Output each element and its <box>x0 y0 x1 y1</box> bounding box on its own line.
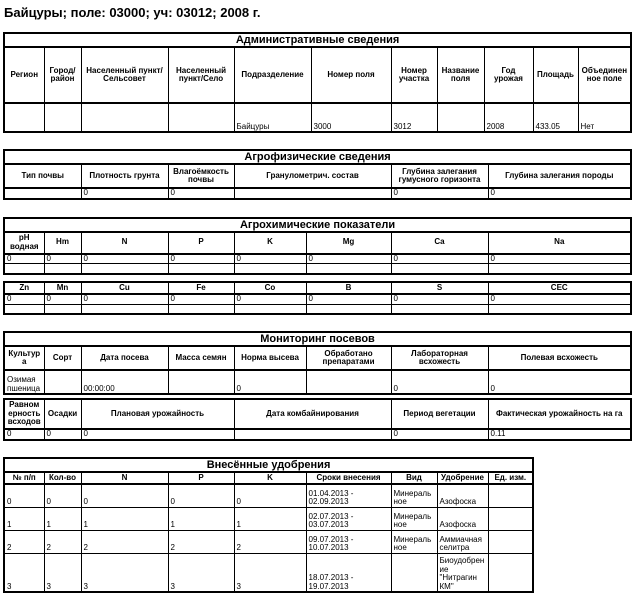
data-cell: 0 <box>391 188 488 199</box>
empty-cell <box>234 264 306 274</box>
header-cell: Подразделение <box>234 47 311 103</box>
header-cell: K <box>234 232 306 254</box>
header-cell: Mg <box>306 232 391 254</box>
header-cell: Обработано препаратами <box>306 346 391 370</box>
data-cell: 2 <box>81 530 168 553</box>
header-cell: Лабораторная всхожесть <box>391 346 488 370</box>
fertilizers-table-title: Внесённые удобрения <box>4 458 533 472</box>
data-cell: 09.07.2013 - 10.07.2013 <box>306 530 391 553</box>
data-cell: 0 <box>81 254 168 264</box>
header-cell: Населенный пункт/Сельсовет <box>81 47 168 103</box>
data-cell: 1 <box>81 507 168 530</box>
data-cell <box>488 507 533 530</box>
data-cell: 1 <box>4 507 44 530</box>
data-cell: 0 <box>4 294 44 304</box>
header-cell: Город/район <box>44 47 81 103</box>
data-cell <box>234 188 391 199</box>
empty-cell <box>391 304 488 314</box>
monitoring-table-1 <box>3 331 632 395</box>
header-cell: P <box>168 232 234 254</box>
data-cell <box>4 188 81 199</box>
data-cell: 0 <box>234 484 306 507</box>
data-cell: 2 <box>4 530 44 553</box>
data-cell: 0 <box>306 254 391 264</box>
data-cell: 3012 <box>391 103 437 132</box>
header-cell: S <box>391 282 488 295</box>
header-cell: Дата комбайнирования <box>234 399 391 429</box>
data-cell: Минеральное <box>391 507 437 530</box>
data-cell: Биоудобрение "Нитрагин КМ" <box>437 553 488 592</box>
empty-cell <box>234 304 306 314</box>
data-cell: 2 <box>44 530 81 553</box>
data-cell: 3 <box>4 553 44 592</box>
data-cell: 2 <box>234 530 306 553</box>
header-cell: Co <box>234 282 306 295</box>
data-cell <box>168 370 234 394</box>
data-cell: 0 <box>391 294 488 304</box>
header-cell: P <box>168 472 234 485</box>
header-cell: Плотность грунта <box>81 164 168 188</box>
empty-cell <box>306 304 391 314</box>
header-cell: Сорт <box>44 346 81 370</box>
data-cell: 0 <box>234 294 306 304</box>
data-cell <box>437 103 484 132</box>
data-cell: 0 <box>44 294 81 304</box>
table-row <box>4 553 533 592</box>
data-cell <box>44 103 81 132</box>
data-cell: 0 <box>488 370 631 394</box>
data-cell: 0 <box>44 254 81 264</box>
data-cell: 00:00:00 <box>81 370 168 394</box>
header-cell: Норма высева <box>234 346 306 370</box>
data-cell: 0 <box>168 254 234 264</box>
data-cell <box>168 103 234 132</box>
data-cell <box>306 370 391 394</box>
data-cell: 3 <box>168 553 234 592</box>
header-cell: Номер поля <box>311 47 391 103</box>
data-cell <box>488 553 533 592</box>
empty-cell <box>391 264 488 274</box>
header-cell: Осадки <box>44 399 81 429</box>
data-cell <box>234 429 391 440</box>
empty-cell <box>168 304 234 314</box>
agrophys-table-title: Агрофизические сведения <box>4 150 631 164</box>
header-cell: B <box>306 282 391 295</box>
empty-cell <box>4 304 44 314</box>
header-cell: Тип почвы <box>4 164 81 188</box>
empty-cell <box>81 304 168 314</box>
header-cell: Na <box>488 232 631 254</box>
header-cell: Масса семян <box>168 346 234 370</box>
data-cell: 01.04.2013 - 02.09.2013 <box>306 484 391 507</box>
header-cell: pH водная <box>4 232 44 254</box>
admin-table <box>3 32 632 133</box>
header-cell: Населенный пункт/Село <box>168 47 234 103</box>
table-row <box>4 507 533 530</box>
header-cell: Глубина залегания породы <box>488 164 631 188</box>
header-cell: Удобрение <box>437 472 488 485</box>
header-cell: Cu <box>81 282 168 295</box>
data-cell <box>391 553 437 592</box>
fertilizers-table <box>3 457 534 594</box>
data-cell: 0 <box>44 484 81 507</box>
header-cell: Регион <box>4 47 44 103</box>
data-cell: 3 <box>81 553 168 592</box>
data-cell: 0 <box>391 370 488 394</box>
header-cell: Плановая урожайность <box>81 399 234 429</box>
data-cell: Азофоска <box>437 507 488 530</box>
data-cell: 0 <box>4 254 44 264</box>
header-cell: Гранулометрич. состав <box>234 164 391 188</box>
header-cell: Mn <box>44 282 81 295</box>
data-cell: 0 <box>4 484 44 507</box>
empty-cell <box>306 264 391 274</box>
header-cell: Кол-во <box>44 472 81 485</box>
data-cell: 0 <box>4 429 44 440</box>
header-cell: Год урожая <box>484 47 533 103</box>
data-cell: 0 <box>391 254 488 264</box>
data-cell: 0 <box>168 188 234 199</box>
header-cell: Равномерность всходов <box>4 399 44 429</box>
monitoring-table-2 <box>3 398 632 441</box>
data-cell: 0 <box>168 294 234 304</box>
data-cell <box>488 484 533 507</box>
data-cell: Аммиачная селитра <box>437 530 488 553</box>
header-cell: Ca <box>391 232 488 254</box>
header-cell: Полевая всхожесть <box>488 346 631 370</box>
data-cell: 1 <box>234 507 306 530</box>
header-cell: Площадь <box>533 47 578 103</box>
data-cell: Минеральное <box>391 484 437 507</box>
data-cell: 0 <box>168 484 234 507</box>
header-cell: Влагоёмкость почвы <box>168 164 234 188</box>
header-cell: Zn <box>4 282 44 295</box>
empty-cell <box>44 264 81 274</box>
data-cell: Минеральное <box>391 530 437 553</box>
header-cell: Сроки внесения <box>306 472 391 485</box>
header-cell: № п/п <box>4 472 44 485</box>
empty-cell <box>81 264 168 274</box>
data-cell: 433.05 <box>533 103 578 132</box>
header-cell: Период вегетации <box>391 399 488 429</box>
header-cell: Hm <box>44 232 81 254</box>
data-cell: Нет <box>578 103 631 132</box>
header-cell: Название поля <box>437 47 484 103</box>
data-cell: 2008 <box>484 103 533 132</box>
header-cell: Объединенное поле <box>578 47 631 103</box>
header-cell: Дата посева <box>81 346 168 370</box>
data-cell: 18.07.2013 - 19.07.2013 <box>306 553 391 592</box>
data-cell: 3 <box>234 553 306 592</box>
empty-cell <box>488 304 631 314</box>
header-cell: K <box>234 472 306 485</box>
data-cell: 1 <box>168 507 234 530</box>
data-cell: 02.07.2013 - 03.07.2013 <box>306 507 391 530</box>
data-cell: 0 <box>488 254 631 264</box>
header-cell: Глубина залегания гумусного горизонта <box>391 164 488 188</box>
data-cell <box>44 370 81 394</box>
data-cell: 0.11 <box>488 429 631 440</box>
data-cell: 3 <box>44 553 81 592</box>
data-cell: 3000 <box>311 103 391 132</box>
header-cell: N <box>81 472 168 485</box>
data-cell: 0 <box>488 188 631 199</box>
header-cell: Культура <box>4 346 44 370</box>
empty-cell <box>168 264 234 274</box>
data-cell: 0 <box>81 484 168 507</box>
header-cell: Fe <box>168 282 234 295</box>
data-cell: 2 <box>168 530 234 553</box>
header-cell: Номер участка <box>391 47 437 103</box>
data-cell: 0 <box>488 294 631 304</box>
data-cell: Азофоска <box>437 484 488 507</box>
header-cell: CEC <box>488 282 631 295</box>
data-cell: 0 <box>391 429 488 440</box>
header-cell: Ед. изм. <box>488 472 533 485</box>
data-cell <box>81 103 168 132</box>
table-row <box>4 484 533 507</box>
empty-cell <box>44 304 81 314</box>
empty-cell <box>488 264 631 274</box>
page-title: Байцуры; поле: 03000; уч: 03012; 2008 г. <box>4 5 261 20</box>
header-cell: Фактическая урожайность на га <box>488 399 631 429</box>
header-cell: Вид <box>391 472 437 485</box>
agrochem-table-2 <box>3 281 632 316</box>
data-cell: 0 <box>81 188 168 199</box>
data-cell: 0 <box>81 429 234 440</box>
agrochem-table-title: Агрохимические показатели <box>4 218 631 232</box>
data-cell <box>488 530 533 553</box>
data-cell: 0 <box>306 294 391 304</box>
data-cell: Озимая пшеница <box>4 370 44 394</box>
data-cell: 0 <box>234 370 306 394</box>
monitoring-table-title: Мониторинг посевов <box>4 332 631 346</box>
data-cell: 0 <box>81 294 168 304</box>
data-cell: 0 <box>234 254 306 264</box>
table-row <box>4 530 533 553</box>
data-cell: 1 <box>44 507 81 530</box>
empty-cell <box>4 264 44 274</box>
header-cell: N <box>81 232 168 254</box>
agrochem-table-1 <box>3 217 632 275</box>
data-cell <box>4 103 44 132</box>
data-cell: 0 <box>44 429 81 440</box>
agrophys-table <box>3 149 632 200</box>
admin-table-title: Административные сведения <box>4 33 631 47</box>
data-cell: Байцуры <box>234 103 311 132</box>
